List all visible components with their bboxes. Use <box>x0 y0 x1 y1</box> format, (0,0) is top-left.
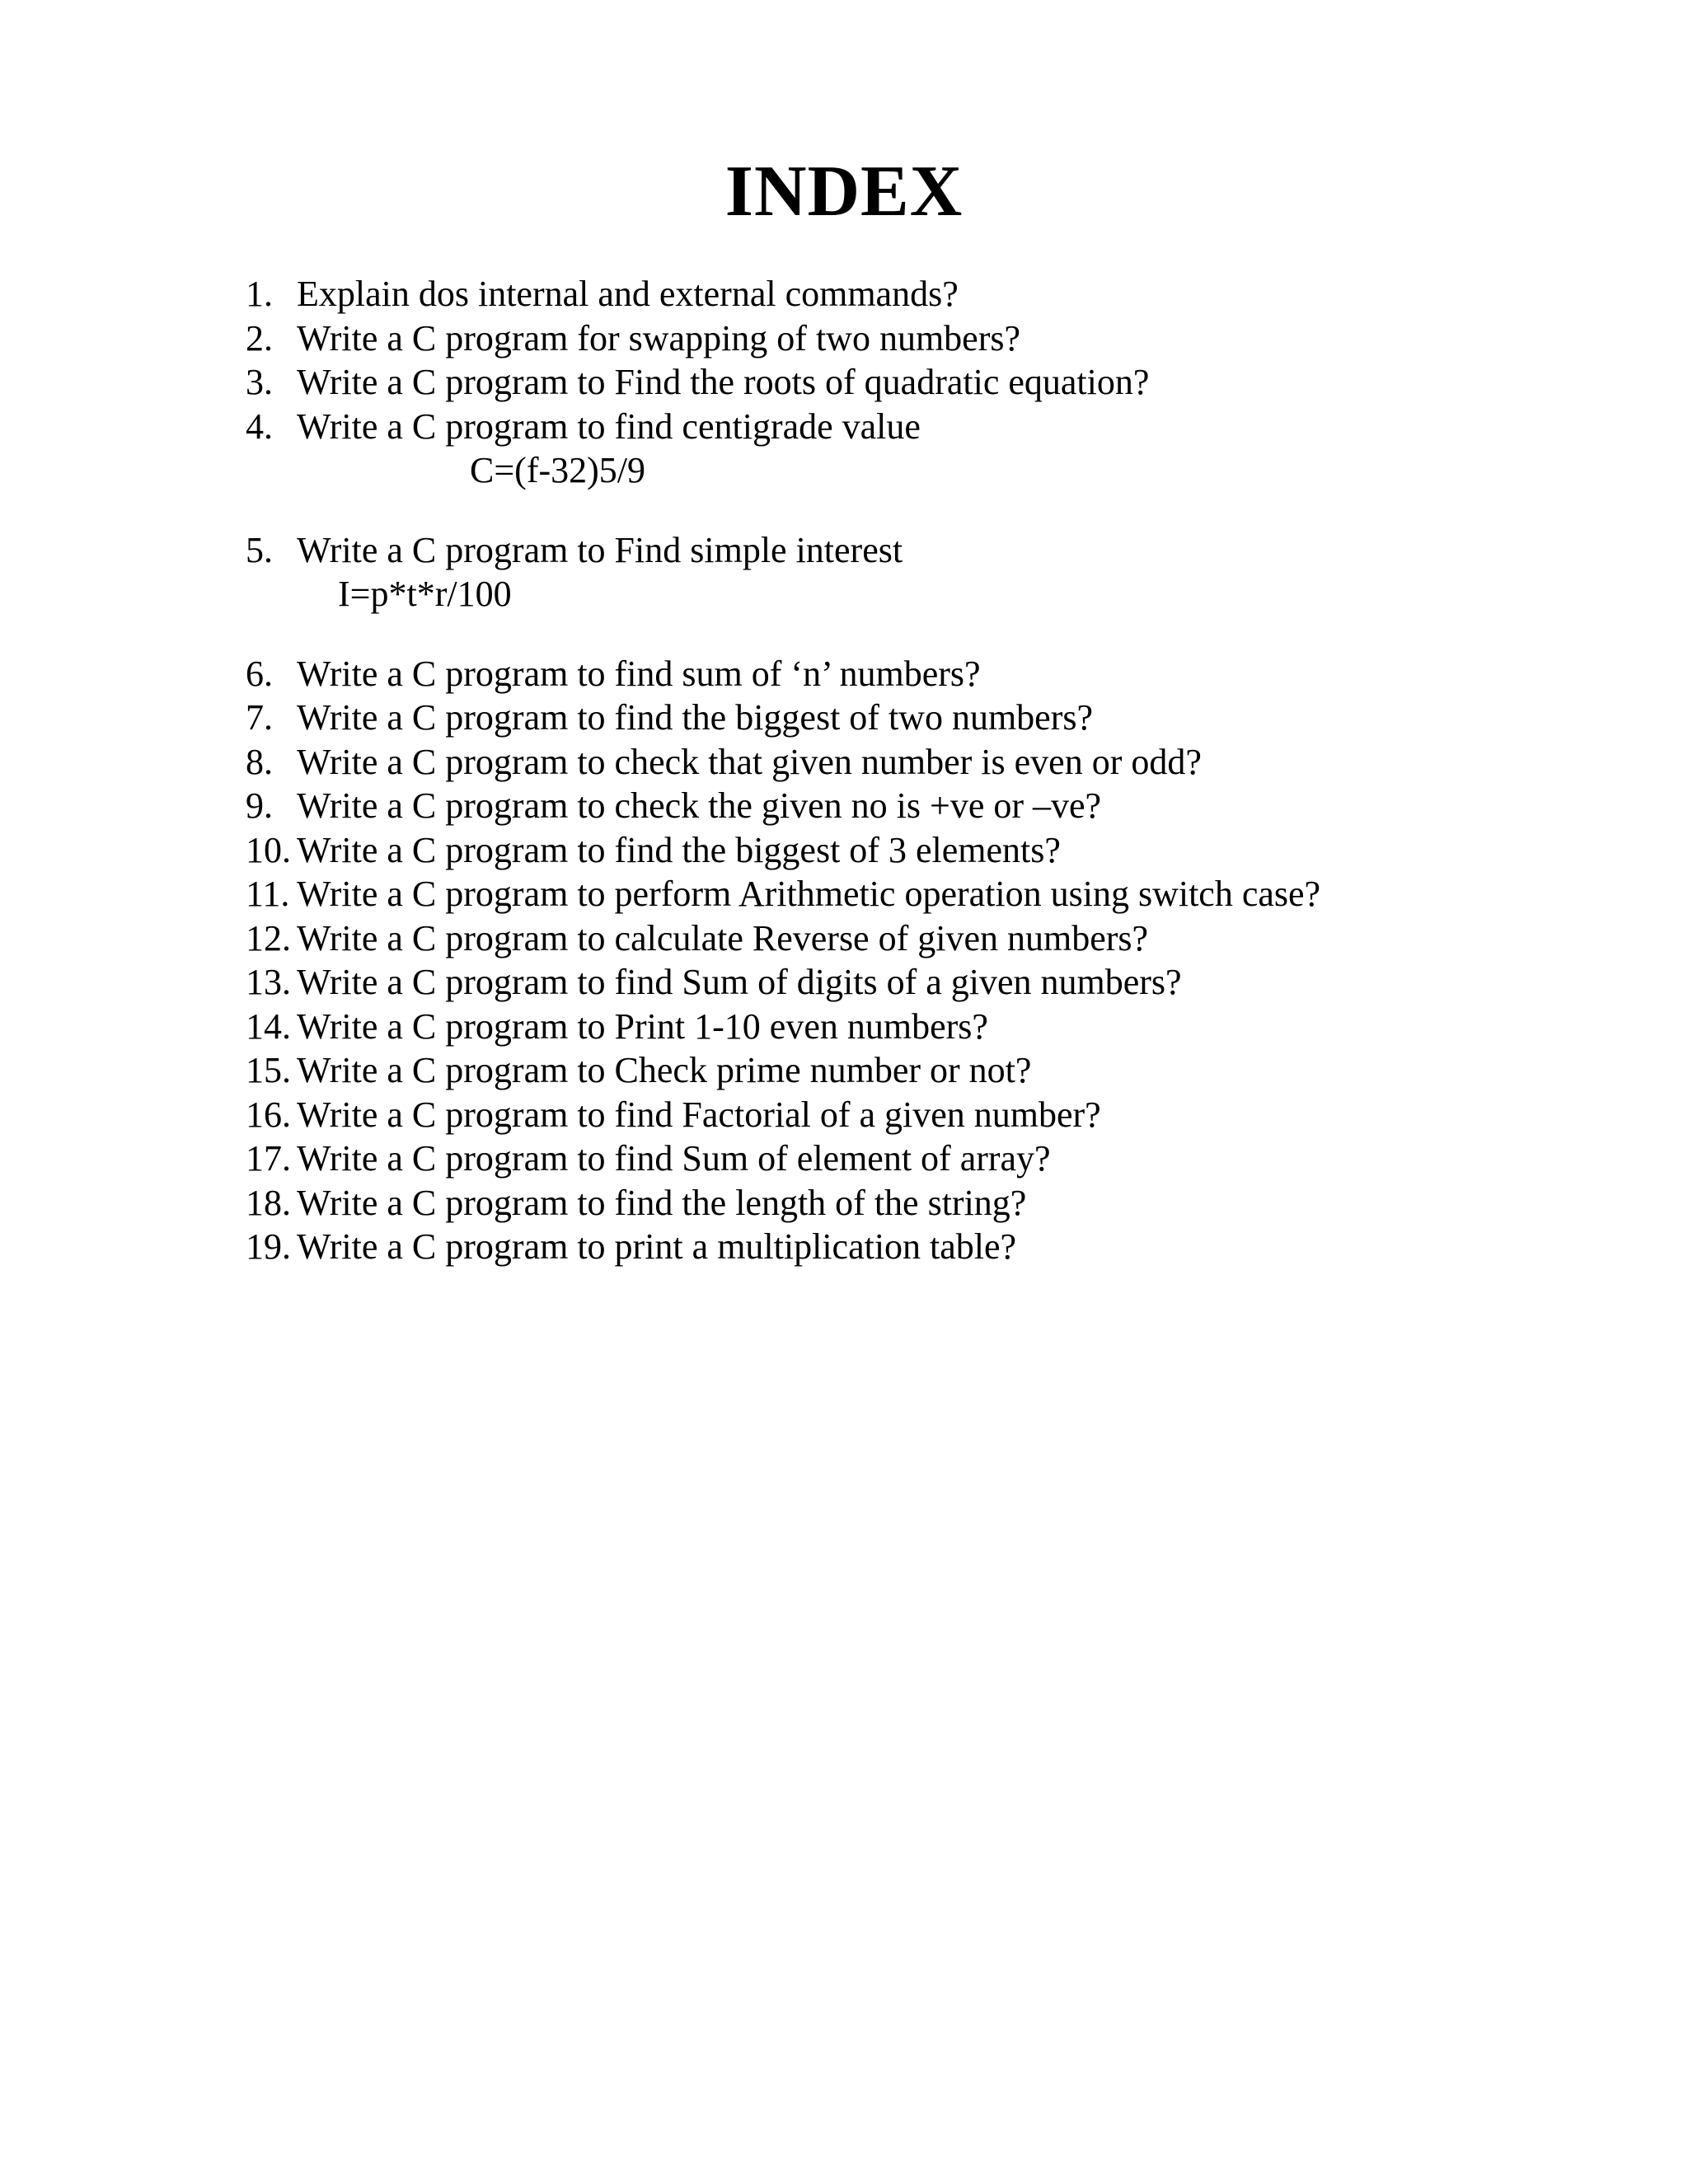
item-number: 13. <box>246 962 291 1002</box>
list-item <box>246 1005 1647 1049</box>
item-text: Write a C program to find sum of ‘n’ numbers? <box>297 653 981 694</box>
item-number: 16. <box>246 1094 291 1135</box>
list-item <box>246 1048 1647 1093</box>
item-number: 10. <box>246 829 291 870</box>
item-text: Write a C program to find Sum of digits of a given numbers? <box>297 962 1182 1002</box>
list-item <box>246 916 1647 961</box>
list-item <box>246 272 1647 316</box>
spacer <box>246 493 1647 528</box>
list-item <box>246 528 1647 573</box>
item-number: 4. <box>246 405 273 447</box>
item-number: 18. <box>246 1182 291 1223</box>
item-text: Write a C program to find Factorial of a given number? <box>297 1094 1101 1135</box>
item-number: 19. <box>246 1226 291 1267</box>
item-number: 14. <box>246 1005 291 1047</box>
item-text: Write a C program to find the length of the string? <box>297 1182 1027 1223</box>
list-item <box>246 360 1647 405</box>
formula-row <box>246 448 1647 493</box>
item-number: 5. <box>246 529 273 570</box>
spacer <box>246 616 1647 652</box>
item-text: Write a C program to perform Arithmetic operation using switch case? <box>297 874 1321 914</box>
item-text: Write a C program to find centigrade value <box>297 405 921 447</box>
item-number: 1. <box>246 274 273 314</box>
item-text: Write a C program for swapping of two numbers? <box>297 317 1021 359</box>
list-item <box>246 696 1647 740</box>
list-item <box>246 1137 1647 1181</box>
item-text: Write a C program to Find the roots of quadratic equation? <box>297 362 1150 402</box>
list-item <box>246 828 1647 873</box>
item-text: Write a C program to find Sum of element of array? <box>297 1138 1051 1179</box>
item-formula: C=(f-32)5/9 <box>470 450 645 490</box>
item-number: 3. <box>246 362 273 402</box>
item-text: Write a C program to Check prime number or not? <box>297 1050 1032 1090</box>
index-list <box>246 272 1647 1269</box>
list-item <box>246 740 1647 785</box>
list-item <box>246 1225 1647 1269</box>
item-number: 2. <box>246 317 273 359</box>
list-item <box>246 784 1647 828</box>
list-item <box>246 405 1647 449</box>
page-title: INDEX <box>724 152 964 232</box>
item-text: Write a C program to check that given number is even or odd? <box>297 741 1202 782</box>
item-number: 7. <box>246 697 273 738</box>
list-item <box>246 872 1647 916</box>
item-number: 15. <box>246 1050 291 1090</box>
item-number: 9. <box>246 785 273 826</box>
item-number: 8. <box>246 741 273 782</box>
list-item <box>246 1093 1647 1137</box>
item-number: 12. <box>246 917 291 958</box>
item-text: Write a C program to calculate Reverse of given numbers? <box>297 917 1149 958</box>
item-text: Write a C program to find the biggest of two numbers? <box>297 697 1094 738</box>
item-formula: I=p*t*r/100 <box>338 574 512 614</box>
list-item <box>246 316 1647 361</box>
item-text: Write a C program to check the given no is +ve or –ve? <box>297 785 1102 826</box>
item-text: Write a C program to find the biggest of 3 elements? <box>297 829 1061 870</box>
list-item <box>246 960 1647 1005</box>
item-text: Write a C program to print a multiplication table? <box>297 1226 1017 1267</box>
formula-row <box>246 572 1647 616</box>
list-item <box>246 1181 1647 1226</box>
item-text: Write a C program to Print 1-10 even numbers? <box>297 1005 988 1047</box>
item-number: 11. <box>246 874 290 914</box>
item-number: 17. <box>246 1138 291 1179</box>
item-text: Explain dos internal and external commands? <box>297 274 959 314</box>
item-number: 6. <box>246 653 273 694</box>
item-text: Write a C program to Find simple interest <box>297 529 903 570</box>
list-item <box>246 652 1647 696</box>
